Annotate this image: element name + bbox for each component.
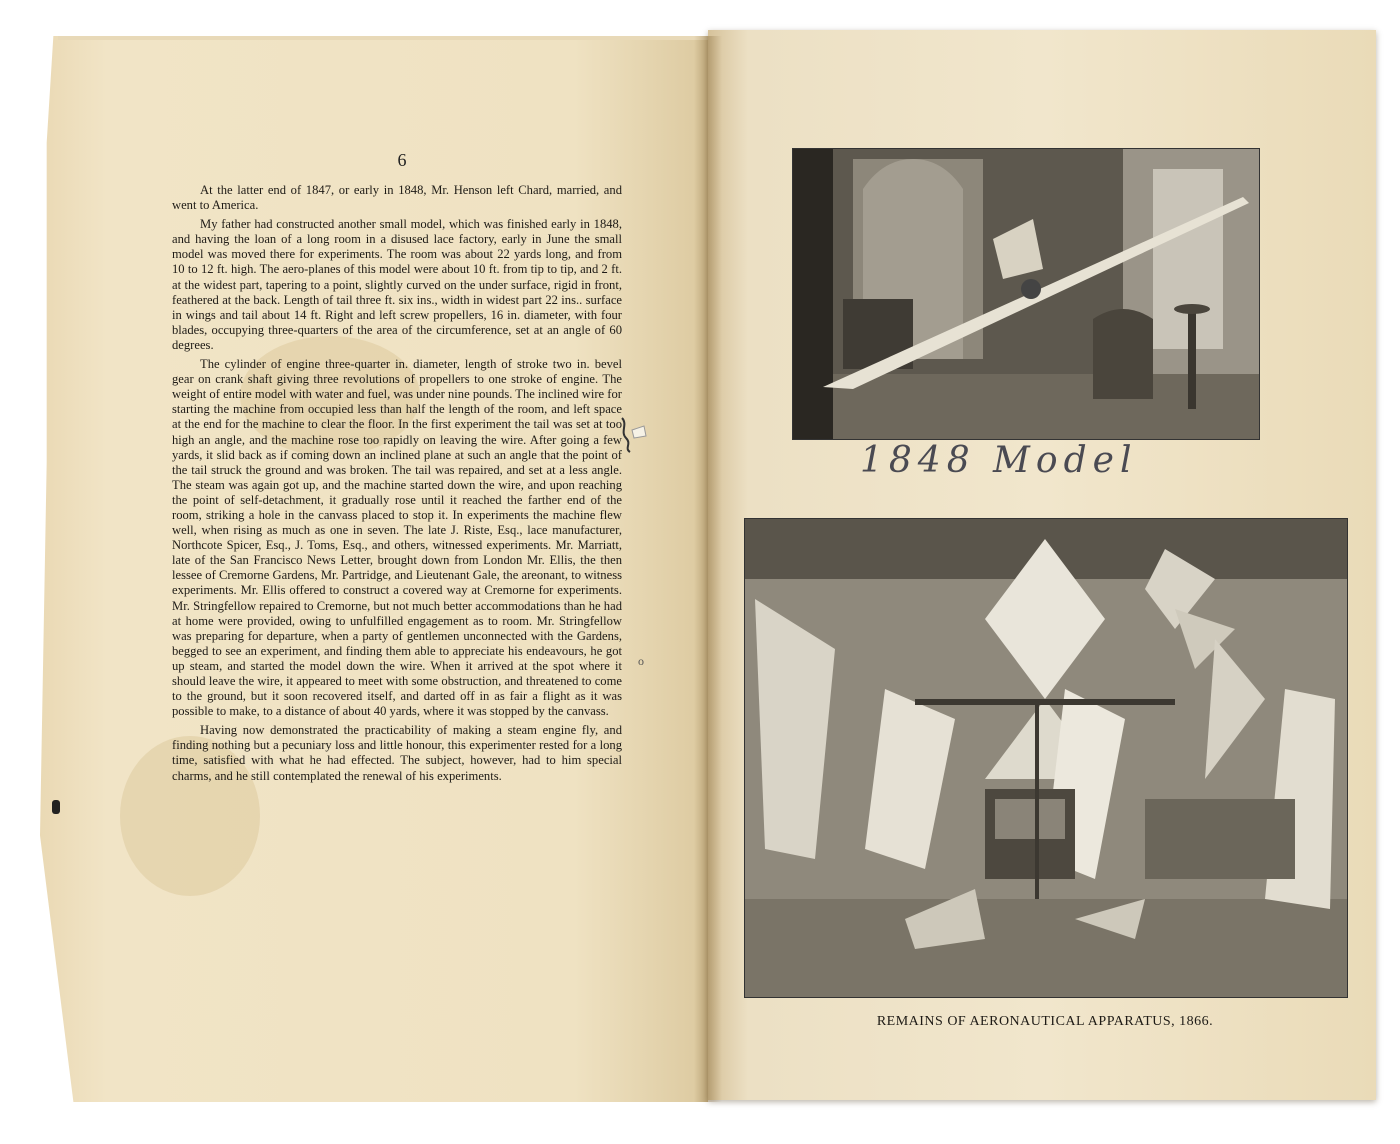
book-gutter	[694, 36, 722, 1102]
photo-caption: REMAINS OF AERONAUTICAL APPARATUS, 1866.	[876, 1014, 1214, 1029]
page-number: 6	[397, 150, 407, 170]
paragraph: My father had constructed another small model, which was finished early in 1848, and having the loan of a long room in a disused lace factory, early in June the small model was moved there for experiments. The room was about 22 yards long, and from 10 to 12 ft. high. The aero-planes of this model were about 10 ft. from tip to tip, and 2 ft. at the widest part, tapering to a point, slightly curved on the under surface, rigid in front, feathered at the back. Length of tail three ft. six ins., width in widest part 22 ins.. surface in wings and tail about 14 ft. Right and left screw propellers, 16 in. diameter, with four blades, occupying three-quarters of the area of the circumference, set at an angle of 60 degrees.	[172, 217, 622, 352]
paragraph: Having now demonstrated the practicability of making a steam engine fly, and finding nothing but a pecuniary loss and little honour, this experimenter rested for a long time, satisfied with what he had effected. The subject, however, had to him special charms, and he still contemplated the renewal of his experiments.	[172, 723, 622, 783]
handwritten-label: 1848 Model	[860, 440, 1138, 481]
ink-mark-icon	[52, 800, 60, 814]
margin-mark-icon	[618, 416, 648, 454]
paragraph: At the latter end of 1847, or early in 1848, Mr. Henson left Chard, married, and went to America.	[172, 183, 622, 213]
photo-aeronautical-apparatus	[744, 518, 1348, 998]
pencil-circle-icon: o	[638, 654, 644, 668]
paragraph: The cylinder of engine three-quarter in. diameter, length of stroke two in. bevel gear on crank shaft giving three revolutions of propellers to one stroke of engine. The weight of entire model with water and fuel, was under nine pounds. The inclined wire for starting the machine from occupied less than half the length of the room, and left space at the end for the machine to clear the floor. In the first experiment the tail was set at too high an angle, and the machine rose too rapidly on leaving the wire. After going a few yards, it slid back as if coming down an inclined plane at such an angle that the point of the tail struck the ground and was broken. The tail was repaired, and set at a less angle. The steam was again got up, and the machine started down the wire, and upon reaching the point of self-detachment, it gradually rose until it reached the farther end of the room, striking a hole in the canvass placed to stop it. In experiments the machine flew well, when rising as much as one in seven. The late J. Riste, Esq., lace manufacturer, Northcote Spicer, Esq., J. Toms, Esq., and others, witnessed experiments. Mr. Marriatt, late of the San Francisco News Letter, brought down from London Mr. Ellis, the then lessee of Cremorne Gardens, Mr. Partridge, and Lieutenant Gale, the areonant, to witness experiments. Mr. Ellis offered to construct a covered way at Cremorne for experiments. Mr. Stringfellow repaired to Cremorne, but not much better accommodations than he had at home were provided, owing to unfulfilled engagement as to room. Mr. Stringfellow was preparing for departure, when a party of gentlemen unconnected with the Gardens, begged to see an experiment, and finding them able to appreciate his endeavours, he got up steam, and started the model down the wire. When it arrived at the spot where it should leave the wire, it appeared to meet with some obstruction, and threatened to come to the ground, but it soon recovered itself, and darted off in as fair a flight as it was possible to make, to a distance of about 40 yards, where it was stopped by the canvass.	[172, 357, 622, 719]
body-text	[172, 183, 622, 788]
photo-1848-model	[792, 148, 1260, 440]
